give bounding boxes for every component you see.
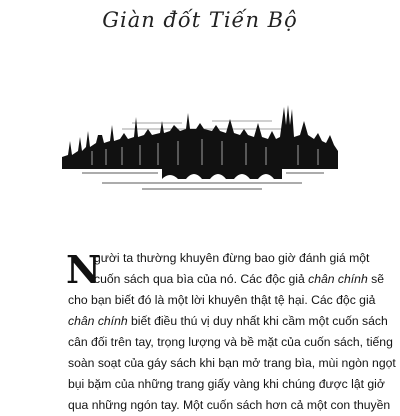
text-run: gười ta thường khuyên đừng bao giờ đánh giá một xyxy=(94,251,370,265)
drop-cap: N xyxy=(66,247,101,292)
text-run: qua những ngón tay. Một cuốn sách hơn cả một con thuyền xyxy=(68,398,391,412)
city-skyline-illustration xyxy=(62,95,338,197)
text-run: bụi bặm của những trang giấy vàng khi chúng được lật giở xyxy=(68,377,385,391)
text-line xyxy=(68,374,385,395)
text-line xyxy=(68,290,376,311)
bridge xyxy=(162,167,282,179)
body-paragraph xyxy=(66,247,396,416)
chapter-title: Giàn đốt Tiến Bộ xyxy=(102,8,298,32)
text-line xyxy=(68,395,391,416)
skyline-drawing xyxy=(62,95,338,197)
italic-run: chân chính xyxy=(308,272,368,286)
text-line xyxy=(68,311,388,332)
text-run: cuốn sách qua bìa của nó. Các độc giả xyxy=(94,272,309,286)
text-line xyxy=(68,248,370,269)
text-run: cho bạn biết đó là một lời khuyên thật tệ hại. Các độc giả xyxy=(68,293,376,307)
text-line xyxy=(68,353,396,374)
text-run: biết điều thú vị duy nhất khi cầm một cuốn sách xyxy=(127,314,388,328)
sky-hatching xyxy=(122,121,292,129)
skyline-silhouette xyxy=(62,105,338,169)
text-line xyxy=(68,269,385,290)
text-run: cân đối trên tay, trọng lượng và bề mặt của cuốn sách, tiếng xyxy=(68,335,393,349)
text-run: soàn soạt của gáy sách khi bạn mở trang bìa, mùi ngòn ngọt xyxy=(68,356,396,370)
text-run: sẽ xyxy=(367,272,385,286)
italic-run: chân chính xyxy=(68,314,128,328)
text-line xyxy=(68,332,393,353)
